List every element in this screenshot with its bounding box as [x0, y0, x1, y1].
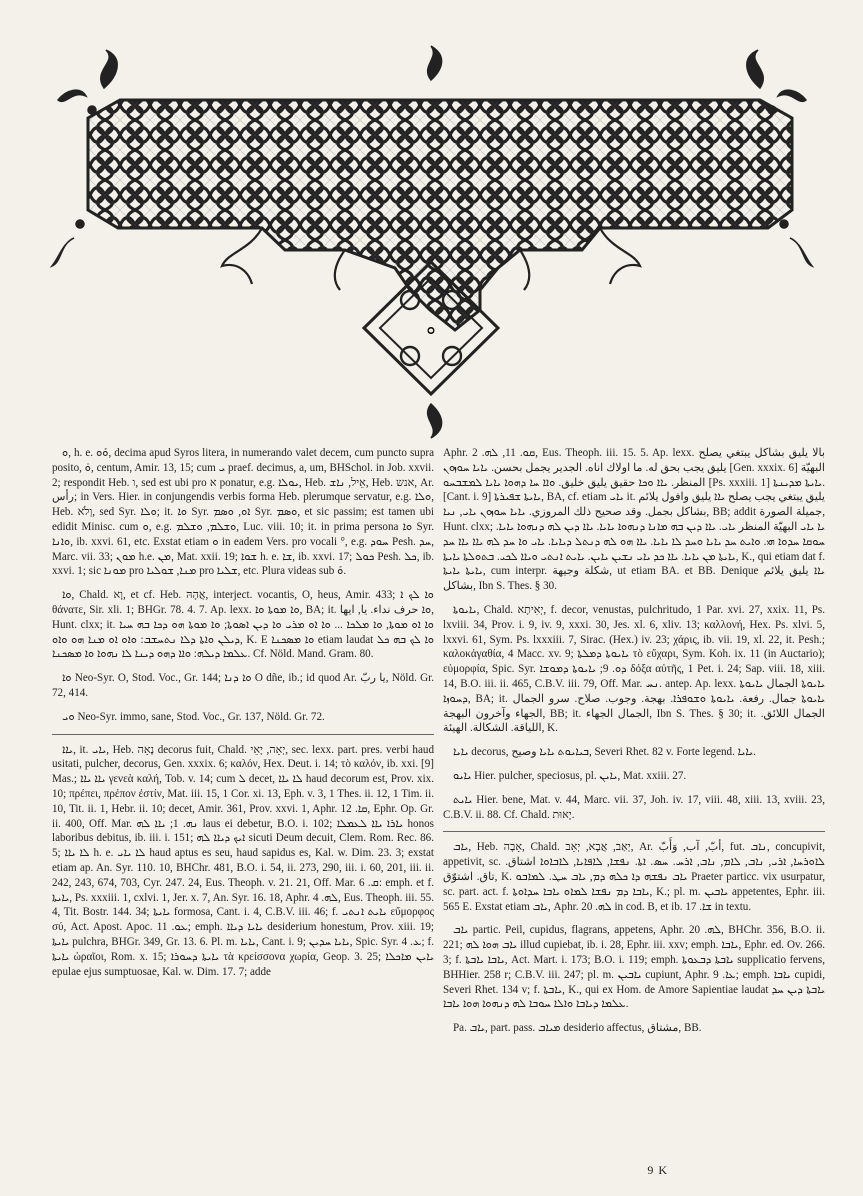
section-divider [52, 734, 434, 735]
entry-yab: ܝܐܒ, Heb. אָבָה, Chald. יְאַב, אֲבָא, יְאֵב, Ar. أبّ, آب, وَأَبّ, fut. ܢܐܒ, concupivit, appetivit, sc. ܠܐܘܪܚܐ, ܐܪܝ, ܢܐܒ, ܠܐܡ, ܢܐܒ, ܐܪܚ. ܚܣ. ܐܬܐ. ܢܦܫܐ, ܠܐܦܐܝܐ, ܠܐܒܐܘܐ اشتاق. تاق. اشتوّق, K. ܝܐܒ ܢܦܫܗ ܕܐ ܟܠܗ ܕܡ, ܝܐܒ ܚܛ. ܠܡܐܒܘ Praeter particc. vix usurpatur, sc. part. act. f. ܝܐܒܐ ܕܡ ܢܦܫܐ ܠܡܐܘ ܝܐܒܐ ܚܕܐܘܬܐ, K.; pl. m. ܝܐܒܝܢ appetentes, Ephr. iii. 565 E. Exstat etiam ܝܐܒ, Aphr. ܠܗ. 20 in cod. B, et ib. ܫܐ. 17 in textu. [443, 841, 825, 913]
entry-yayo: ܝܐܝܘ Hier. pulcher, speciosus, pl. ܝܐܝܢ, Mat. xxiii. 27. [453, 769, 687, 782]
entry-yae-cont: Aphr. ܩܘ. 11, ܠܗ. 2, Eus. Theoph. iii. 15. 5. Ap. lexx. بالا يليق بشاكل يبتغي يصلح يليق يجب بحق له. ما اولاك اناه. الجدير يجمل بحسن. ܝܐܝܐ ܚܘܙܘܢ [Gen. xxxix. 6] البهيّة المنظر. ܝܐܐ ܘܟܐ حقيق يليق خليق. ܘܐܐ ܚܐ ܕܗܘܐ ܝܐܝܐ ܠܡܫܒܚܘ [Ps. xxxiii. 1] ܝܐܝܬܐ ܡܕܝܢܬܐ. [Cant. i. 9] ܝܐܝܬܐ ܫܦܝܪܬܐ, BA, cf. etiam ܝܐܝ it. يليق يبتغي يجب يصلح ܝܐܐ يليق وافول يلائم بشاكل بجمل. وقد صحيح ذلك المروزي. ܝܐܝܐ ܚܘܙܘܢ ܝܐܝ, ܢܝܐ, BB; addit جميلة الصورة, Hunt. clxx; ܝܐ ܝܐܝ البهيّة المنظر ܝܐܝ. ܝܐܐ ܕܝܢ ܒܗ ܡܐܢܐ ܕܢܗܘܐ ܝܐܝܐ. ܝܐܐ ܕܝܢ ܠܗ ܕܢܗܘܐ ܝܐܝܐ. ܚܘܩܐ ܚܕܘܐ ܗܝ. ܘܐܝܬ ܚܕ ܝܐܝܐ ܘܚܕ ܠܐ ܝܐܝܐ. ܝܐܐ ܗܘ ܠܗ ܕܢܬܠ ܕܝܐܝܐ. ܝܐܝ ܘܐ ܚܕ ܠܗ ܝܐܐ ܝܐܐ ܚܕ ܝܐܝܬܐ ܡܢ ܝܐܝܐ. ܝܐܐ ܟܕ ܝܐܝ ܢܫܝܢ ܝܐܝܢ. ܝܐܝܬ ܐܢܬܝ ܘܝܐܐ ܠܟܝ. ܒܬܘܠܬܐ ܝܐܝܬܐ, K., qui etiam dat f. ܝܐܝܬܐ ܝܐܝܬܐ, cum interpr. شكلة وجيهة, ut etiam BA. et BB. Denique ܝܐܐ يليق يلائم بشاكل, Ibn S. Thes. § 30. [443, 447, 825, 593]
entry-we-neo: ܘܝ Neo-Syr. immo, sane, Stod. Voc., Gr. 137, Nöld. Gr. 72. [62, 710, 325, 723]
entry-pa: Pa. ܝܐܒ, part. pass. ܡܝܐܒ desiderio affectus, مشتاق, BB. [453, 1022, 702, 1035]
entry-yaya: ܝܐܝܘܬܐ, Chald. יְאִיתָא, f. decor, venustas, pulchritudo, 1 Par. xvi. 27, xxix. 11, Ps. lxviii. 34, Prov. i. 9, iv. 9, xxxi. 30, Jes. xl. 6, xliv. 13; καλλονή, Hex. Ps. xlvi. 5, lxxvi. 61, Sym. Ps. lxxxiii. 7, Sirac. (Hex.) iv. 23; χάρις, ib. vii. 19, xl. 22, it. Pesh.; καλοκἀγαθία, 4 Macc. xv. 9; ܝܐܝܘܬܐ ܕܡܠܬܐ τὸ εὔχαρι, Sym. Koh. ix. 11 (in Auctario); εὐμορφία, Spic. Syr. ܕܘ. 9; ܝܐܝܘܬܐ ܕܡܘܫܐ δόξα αὐτῆς, 1 Pet. i. 24; Sap. viii. 18, xiii. 14, B.O. iii. ii. 465, C.B.V. iii. 79, Off. Mar. ܢܚ. antep. Ap. lexx. ܝܐܝܘܬܐ الجمال ܝܐܝܘܬܐ ܕܚܘܙܐ, BA; it. ܝܐܝܘܬܐ جمال. رفعة. ܝܐܝܘܬܐ ܘܫܘܦܪܐ. بهجة. وجوب. صلاح. سرو الجمال الجهاء وآخرون البهجة, BB; it. الجمال الجهاء, Ibn S. Thes. § 30; it. الجمال اللائق. اللياقة. الشكالة. الهيئة, K. [443, 603, 825, 735]
entry-yaya-dec: ܝܐܝܐ decorus, ܒܝܐܝܘܬ ܝܐܝܐ وصيح, Severi Rhet. 82 v. Forte legend. ܝܐܝܐ. [453, 746, 756, 759]
entry-wa-interj: ܘܐ, Chald. וָא, et cf. Heb. אֲהָהּ, interject. vocantis, O, heus, Amir. 433; ܘܐ ܠܟ ܐ θάνατε, Sir. xli. 1; BHGr. 78. 4. 7. Ap. lexx. ܘܐ ܡܘܬܐ ܘܐ, BA; it. ܘܐ حرف نداء. يا, ايها, Hunt. clxx; it. ܘܐ ܐܘ ܡܘܬܐ, ܘܐ ܡܠܟܐ ... ܘܐ ܐܘ ܡܪܝ ܘܐ ܕܝܢ ܐܣܘܬܐ; ܘܐ ܡܘܬܐ ܗܘ ܕܟܐ ܒܗ ܚܝܐ ܕܝܠܢ ܘܐܬܐ ܕܠܐ ܢܬܚܫܒ: ܘܐܘ ܐܘ ܡܢܐ ܗܘ ܘܐܘ, K. E ܘܐ ܡܣܟܢܐ etiam laudat ܘܐ ܠܟ ܒܗ ܟܠ ܥܠܡܐ ܕܝܠܗ: ܘܐܐ ܕܗܘ ܕܝܢܐ ܠܐ ܢܗܘܐ ܘܐ ܡܣܟܢܐ. Cf. Nöld. Mand. Gram. 80. [52, 589, 434, 661]
entry-yayut: ܝܐܝܬ Hier. bene, Mat. v. 44, Marc. vii. 37, Joh. iv. 17, viii. 48, xiii. 13, xviii. 23, C.B.V. ii. 88. Cf. Chald. יָאוּת. [443, 793, 825, 821]
printer-signature: 9 K [647, 1163, 668, 1177]
entry-yabe: ܝܐܒ partic. Peil, cupidus, flagrans, appetens, Aphr. ܠܗ. 20, BHChr. 356, B.O. ii. 221; ܝܐܒ ܗܘܐ ܠܗ illud cupiebat, ib. i. 28, Ephr. iii. xxv; emph. ܝܐܒܐ, Ephr. ed. Ov. 266. 3; f. ܝܐܒܐ ܝܐܒܬܐ, Act. Mart. i. 173; B.O. i. 119; emph. ܝܐܒܬܐ ܕܒܥܘܬܐ supplicatio fervens, BHHier. 258 r; C.B.V. iii. 247; pl. m. ܝܐܒܝܢ cupiunt, Aphr. ܥܐ. 9; emph. ܝܐܒܐ cupidi, Severi Rhet. 134 v; f. ܝܐܒܬܐ, K., qui ex Hom. de Amore Sapientiae laudat ܝܐܒܬܐ ܕܝܢ ܚܕ ܥܠܡܐ ܕܝܐܒܐ ܘܐܠܐ ܚܘܒܐ ܠܗ ܕܢܗܘܐ ܗܘܐ ܝܐܒܐ. [443, 924, 825, 1011]
section-divider [443, 831, 825, 832]
entry-waw: ܘ, h. e. ܘܰܘ, decima apud Syros litera, in numerando valet decem, cum puncto supra posito, ܘ̇, centum, Amir. 13, 15; cum ܝ praef. decimus, a, um, BHSchol. in Job. xxvii. 2; respondit Heb. ו, sed est ubi pro א ponatur, e.g. ܝܘܠܐ, Heb. אֵיל, ܢܐܫ, Heb. אנש, Ar. رأس; in Vers. Hier. in conjungendis verbis forma Heb. plerumque servatur, e.g. ܘܠܐ, Heb. וְלֹא, sed Syr. ܘܠܐ; it. ܘܐ Syr. ܐܘ, ܘܣܡ Syr. ܘܣܡ, et sic passim; est tamen ubi edidit Minisc. cum ܘ, e.g. ܘܫܠܡ, ܘܫܠܡ, Luc. viii. 10; it. in prima persona ܘܐ Syr. ܘܐܢܐ, ib. xxvi. 61, etc. Exstat etiam ܘ in eadem Vers. pro vocali °, e.g. ܚܘܕ Pesh. ܚܕ, Marc. vii. 33; ܡܘܢ h.e. ܡܢ, Mat. xxii. 19; ܫܘܐ h. e. ܫܐ, ib. xxvi. 17; ܟܘܠ Pesh. ܟܠ, ib. xxvi. 1; sic ܡܘܢܐ pro ܡܢܐ, ܫܘܠܝܐ pro ܫܠܝܐ, etc. Plura videas sub ܘܰ. [52, 447, 434, 578]
entry-yae: ܝܐܐ, it. ܝܐܝ, Heb. נָאָה decorus fuit, Chald. יְאָה, יָאֵי, sec. lexx. part. pres. verbi haud usitati, pulcher, decorus, Gen. xxxix. 6; καλόν, Hex. Deut. i. 14; τὸ καλόν, ib. xxi. [9] Mas.; ܝܐܐ ܝܐܐ γενεὰ καλή, Tob. v. 14; cum ܠ decet, ܠܐ ܝܐܐ haud decorum est, Prov. xix. 10; πρέπει, πρέπον ἐστίν, Mat. iii. 15, 1 Cor. xi. 13, Eph. v. 3, 1 Thes. ii. 12, 1 Tim. ii. 10, Tit. ii. 1, Hebr. ii. 10; decet, Amir. 361, Prov. xxvi. 1, Aphr. ܩܐ. 12, Ephr. Op. Gr. ii. 400, Off. Mar. ܢܗ. 1; ܝܐܐ ܠܗ laus ei debetur, B.O. i. 102; ܝܐܪܐ ܝܐܐ ܠܥܡܠܐ honos laboribus debitus, ib. iii. i. 151; ܐܝܟ ܕܝܐܐ ܠܗ sicuti Deum decuit, Clem. Rom. Rec. 86. 5; ܠܐ ܝܐܐ h. e. ܠܐ ܝܐܝ haud aptus es seu, haud sapidus es, Kal. w. Dim. 23. 3; exstat etiam ap. An. Syr. 110. 10, BHChr. 481, B.O. i. 54, ii. 273, 290, iii. i. 60, 201, iii. ii. 242, 243, 674, 703, Cyr. 247. 24, Eus. Theoph. v. 21. 21, Off. Mar. ܩ. 6: emph. et f. ܝܐܝܬܐ, Ps. xxxiii. 1, cxlvi. 1, Jer. x. 7, An. Syr. 16. 18, Aphr. ܠܗ. 4, Eus. Theoph. iii. 55. 4, Tit. Bostr. 144. 34; ܝܐܝܬܐ formosa, Cant. i. 4, C.B.V. iii. 46; f. ܝܐܝܬ ܐܢܬܝ εὔμορφος σύ, Act. Apost. Apoc. ܥܘ. 11; emph. ܝܐܝܐ ܕܝܐܐ desiderium honestum, Prov. xiii. 19; ܝܐܝܬܐ pulchra, BHGr. 349, Gr. 13. 6. Pl. m. ܝܐܝܐ, Cant. i. 9; ܝܐܝܐ ܚܕܝܢ, Spic. Syr. ܥ. 4; f. ܝܐܝܬܐ ὡραῖοι, Rom. x. 15; ܝܐܝܬܐ ܕܚܘܪܐ τὰ κρείσσονα χωρία, Geop. 3. 25; ܝܐܝܢ ܡܐܟܠܐ epulae ejus sumptuosae, Kal. w. Dim. 17. 7; adde [52, 743, 434, 978]
entry-wa-neo: ܘܐ Neo-Syr. O, Stod. Voc., Gr. 144; ܘܐ ܕܢܐ O dñe, ib.; id quod Ar. يا ربّ, Nöld. Gr. 72, 414. [52, 672, 434, 699]
left-column [52, 446, 434, 1148]
right-column [443, 446, 825, 1148]
center-glyph: ܘ [426, 319, 436, 338]
knotwork-ornament-icon [0, 0, 863, 440]
